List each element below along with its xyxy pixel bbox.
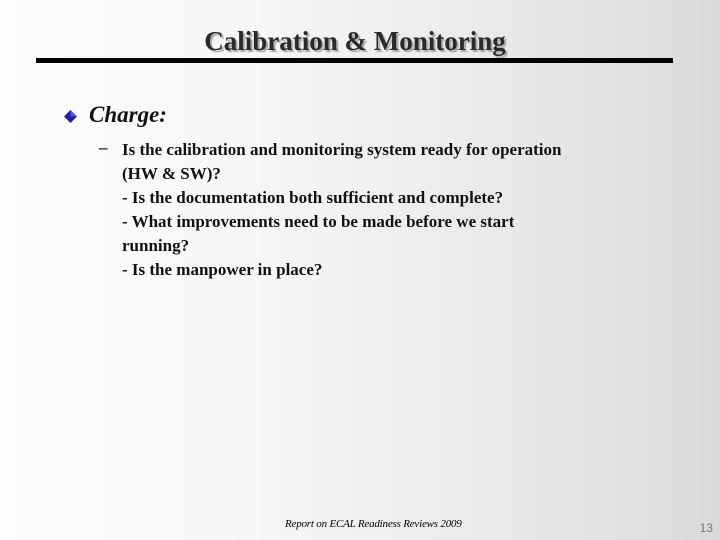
sub-line: running? <box>122 236 190 255</box>
diamond-bullet-icon <box>64 110 77 123</box>
sub-line: - Is the documentation both sufficient and complete? <box>122 188 504 207</box>
title-underline <box>36 58 673 63</box>
sub-line: - Is the manpower in place? <box>122 260 323 279</box>
sub-bullet-dash: – <box>99 138 108 157</box>
sub-bullet-text <box>122 138 561 282</box>
bullet-label-charge: Charge: <box>89 102 167 127</box>
footer-text: Report on ECAL Readiness Reviews 2009 <box>285 518 462 530</box>
sub-line: - What improvements need to be made before we start <box>122 212 515 231</box>
slide-title: Calibration & Monitoring <box>204 26 506 56</box>
page-number: 13 <box>699 521 713 535</box>
sub-line: (HW & SW)? <box>122 164 221 183</box>
sub-line: Is the calibration and monitoring system ready for operation <box>122 140 562 159</box>
